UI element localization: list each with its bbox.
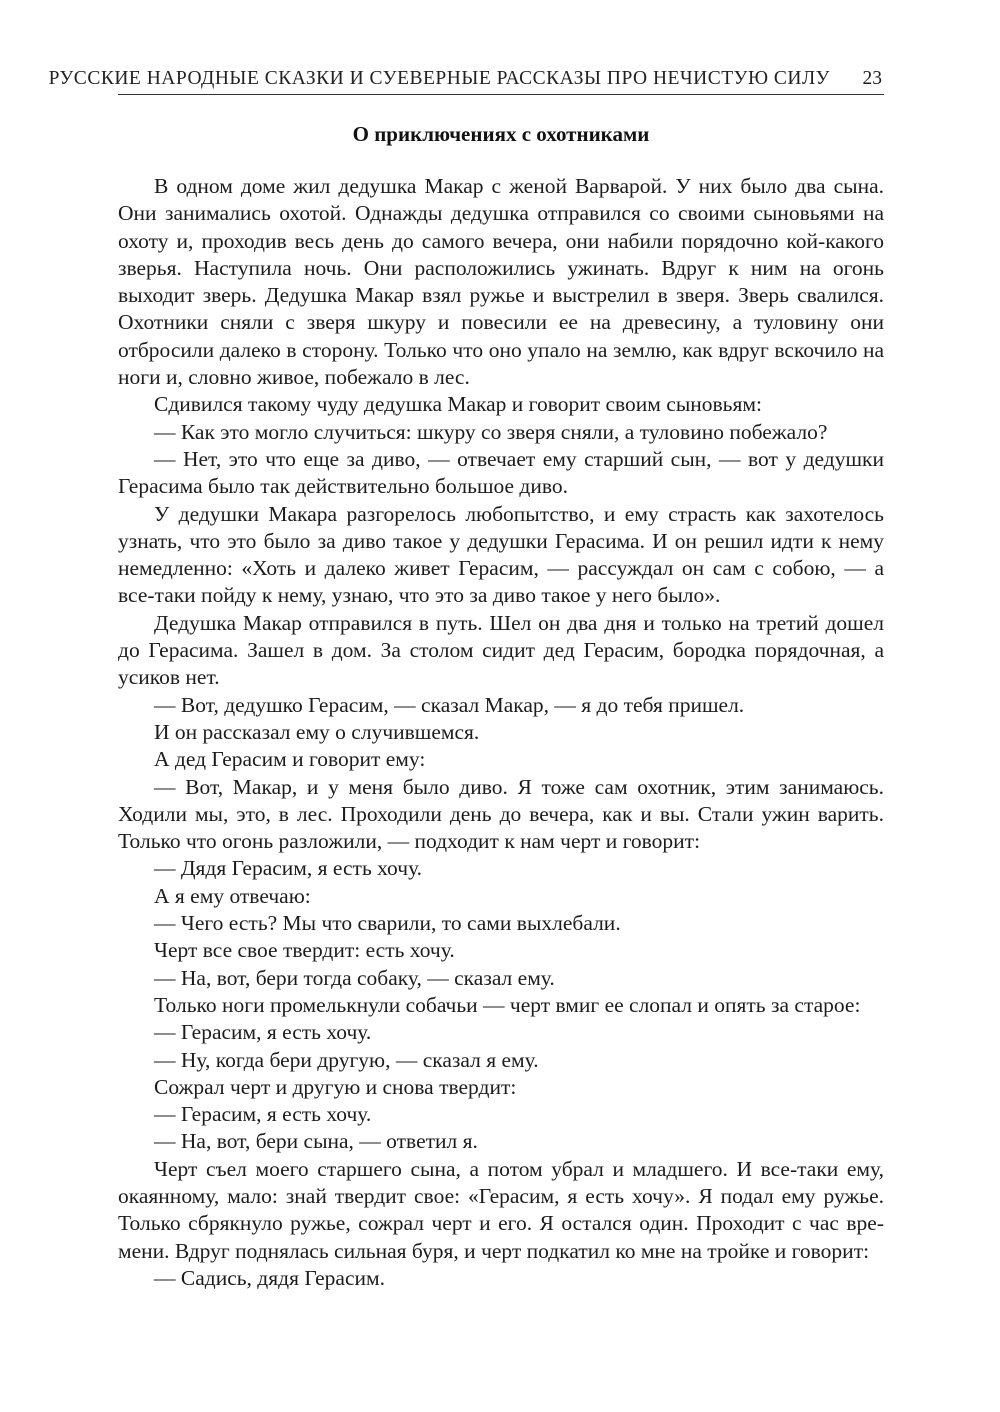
- dialogue-line: — Герасим, я есть хочу.: [154, 1020, 372, 1045]
- dialogue-line: — На, вот, бери тогда собаку, — сказал ему.: [154, 965, 555, 990]
- paragraph: В одном доме жил дедушка Макар с женой Варварой. У них было два сына. Они занимались охотой. Однажды дедушка отправился со своими сыновьями на охоту и, проходив весь день до самого вечера, они набили порядочно кой-какого зверья. Наступила ночь. Они расположились ужинать. Вдруг к ним на огонь выходит зверь. Дедушка Макар взял ружье и выстрелил в зверя. Зверь свалился. Охотники сняли с зверя шкуру и повесили ее на древесину, а туловину они отбросили далеко в сторону. Только что оно упало на землю, как вдруг вскочило на ноги и, словно живое, побежало в лес.: [118, 174, 884, 390]
- paragraph: А дед Герасим и говорит ему:: [154, 747, 426, 772]
- paragraph: У дедушки Макара разгорелось любопытство, и ему страсть как захотелось узнать, что это было за диво такое у дедушки Герасима. И он решил идти к нему немедленно: «Хоть и далеко живет Герасим, — рассуждал он сам с собою, — а все-таки пойду к нему, узнаю, что это за диво такое у него было».: [118, 501, 884, 608]
- dialogue-line: — Ну, когда бери другую, — сказал я ему.: [154, 1047, 539, 1072]
- dialogue-line: — Вот, дедушко Герасим, — сказал Макар, — я до тебя пришел.: [154, 692, 745, 717]
- dialogue-line: — Герасим, я есть хочу.: [154, 1102, 372, 1127]
- paragraph: Сдивился такому чуду дедушка Макар и говорит своим сыновьям:: [154, 392, 762, 417]
- paragraph: Сожрал черт и другую и снова твердит:: [154, 1074, 517, 1099]
- story-title: О приключениях с охотниками: [352, 122, 650, 146]
- running-title: РУССКИЕ НАРОДНЫЕ СКАЗКИ И СУЕВЕРНЫЕ РАССКАЗЫ ПРО НЕЧИСТУЮ СИЛУ: [48, 68, 830, 89]
- paragraph: Только ноги промелькнули собачьи — черт вмиг ее слопал и опять за старое:: [154, 992, 861, 1017]
- paragraph: Черт съел моего старшего сына, а потом убрал и младшего. И все-таки ему, окаянному, мало: знай твердит свое: «Герасим, я есть хочу». Я подал ему ружье. Только сбрякнуло ружье, сожрал черт и его. Я остался один. Проходит с час времени. Вдруг поднялась сильная буря, и черт подкатил ко мне на тройке и говорит:: [118, 1156, 884, 1263]
- page-number: 23: [862, 68, 882, 89]
- dialogue-line: — Дядя Герасим, я есть хочу.: [154, 856, 423, 881]
- dialogue-line: — На, вот, бери сына, — ответил я.: [154, 1129, 478, 1154]
- dialogue-line: — Вот, Макар, и у меня было диво. Я тоже сам охотник, этим занимаюсь. Ходили мы, это, в лес. Проходили день до вечера, как и вы. Стали ужин варить. Только что огонь разложили, — подходит к нам черт и говорит:: [118, 774, 884, 854]
- dialogue-line: — Как это могло случиться: шкуру со зверя сняли, а туловино побежало?: [154, 419, 828, 444]
- dialogue-line: — Нет, это что еще за диво, — отвечает ему старший сын, — вот у дедушки Герасима было так действительно большое диво.: [118, 446, 884, 499]
- paragraph: И он рассказал ему о случившемся.: [154, 719, 480, 744]
- story-body: [118, 173, 884, 1292]
- paragraph: Черт все свое твердит: есть хочу.: [154, 938, 455, 963]
- paragraph: Дедушка Макар отправился в путь. Шел он два дня и только на третий дошел до Герасима. Зашел в дом. За столом сидит дед Герасим, бородка порядочная, а усиков нет.: [118, 610, 884, 690]
- dialogue-line: — Чего есть? Мы что сварили, то сами выхлебали.: [154, 911, 621, 936]
- paragraph: А я ему отвечаю:: [154, 883, 311, 908]
- running-header: [48, 66, 884, 95]
- dialogue-line: — Садись, дядя Герасим.: [154, 1265, 385, 1290]
